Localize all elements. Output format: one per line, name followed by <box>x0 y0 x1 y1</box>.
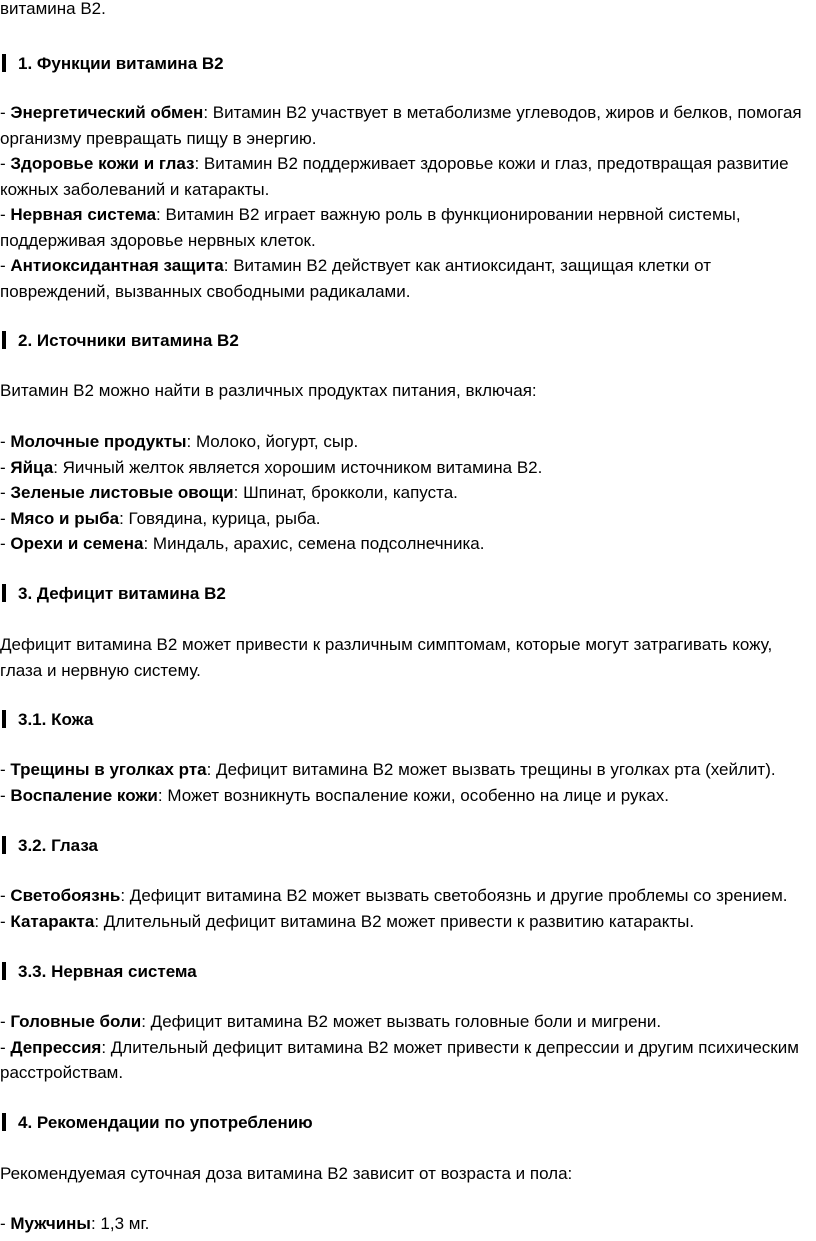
item-text: : Витамин B2 поддерживает здоровье кожи и глаз, предотвращая развитие кожных заболеваний и катаракты. <box>0 154 789 199</box>
section-heading-1 <box>0 51 224 77</box>
list-item: - Мужчины: 1,3 мг. <box>0 1214 150 1233</box>
item-term: Мужчины <box>10 1214 91 1233</box>
item-text: : Молоко, йогурт, сыр. <box>186 432 359 451</box>
heading-text: 4. Рекомендации по употреблению <box>18 1113 313 1132</box>
list-item: - Орехи и семена: Миндаль, арахис, семена подсолнечника. <box>0 534 485 553</box>
item-term: Нервная система <box>10 205 157 224</box>
item-term: Катаракта <box>10 911 95 931</box>
recommendations-list <box>0 1211 812 1237</box>
item-term: Яйца <box>10 457 54 477</box>
list-item: - Мясо и рыба: Говядина, курица, рыба. <box>0 508 321 528</box>
item-term: Мясо и рыба <box>10 508 120 528</box>
item-term: Воспаление кожи <box>10 785 158 805</box>
item-text: : Дефицит витамина B2 может вызвать светобоязнь и другие проблемы со зрением. <box>120 886 788 905</box>
skin-list <box>0 757 812 808</box>
item-text: : Говядина, курица, рыба. <box>119 508 321 528</box>
list-item: - Депрессия: Длительный дефицит витамина B2 может привести к депрессии и другим психическим расстройствам. <box>0 1037 799 1082</box>
item-text: : Миндаль, арахис, семена подсолнечника. <box>143 534 485 553</box>
list-item: - Антиоксидантная защита: Витамин B2 действует как антиоксидант, защищая клетки от повреждений, вызванных свободными радикалами. <box>0 256 712 301</box>
section-heading-3-3 <box>0 959 197 985</box>
item-term: Энергетический обмен <box>10 103 204 122</box>
item-text: : Длительный дефицит витамина B2 может привести к депрессии и другим психическим расстройствам. <box>0 1037 799 1082</box>
item-term: Головные боли <box>10 1012 142 1031</box>
heading-bar-icon <box>2 710 6 728</box>
item-text: : Витамин B2 действует как антиоксидант, защищая клетки от повреждений, вызванных свободными радикалами. <box>0 256 712 301</box>
item-text: : Витамин B2 играет важную роль в функционировании нервной системы, поддерживая здоровье нервных клеток. <box>0 205 741 250</box>
item-term: Светобоязнь <box>10 886 121 905</box>
heading-bar-icon <box>2 54 6 72</box>
item-text: : Длительный дефицит витамина B2 может привести к развитию катаракты. <box>94 911 695 931</box>
recommendations-intro: Рекомендуемая суточная доза витамина B2 зависит от возраста и пола: <box>0 1164 573 1183</box>
list-item: - Светобоязнь: Дефицит витамина B2 может вызвать светобоязнь и другие проблемы со зрением. <box>0 886 788 905</box>
section-heading-3-1 <box>0 707 93 733</box>
eyes-list <box>0 883 812 934</box>
item-text: : Дефицит витамина B2 может вызвать головные боли и мигрени. <box>141 1012 662 1031</box>
heading-bar-icon <box>2 1113 6 1131</box>
list-item: - Головные боли: Дефицит витамина B2 может вызвать головные боли и мигрени. <box>0 1012 662 1031</box>
item-text: : Может возникнуть воспаление кожи, особенно на лице и руках. <box>157 785 670 805</box>
list-item: - Нервная система: Витамин B2 играет важную роль в функционировании нервной системы, поддерживая здоровье нервных клеток. <box>0 205 741 250</box>
item-term: Антиоксидантная защита <box>10 256 224 275</box>
heading-text: 3. Дефицит витамина B2 <box>18 584 226 603</box>
item-text: : Витамин B2 участвует в метаболизме углеводов, жиров и белков, помогая организму превращать пищу в энергию. <box>0 103 802 148</box>
item-text: : 1,3 мг. <box>90 1214 150 1233</box>
intro-tail-text: витамина B2. <box>0 0 106 18</box>
heading-text: 3.1. Кожа <box>18 710 94 729</box>
section-heading-3 <box>0 581 226 607</box>
deficiency-intro: Дефицит витамина B2 может привести к различным симптомам, которые могут затрагивать кожу, глаза и нервную систему. <box>0 635 773 680</box>
section-heading-4 <box>0 1110 313 1136</box>
list-item: - Катаракта: Длительный дефицит витамина B2 может привести к развитию катаракты. <box>0 911 695 931</box>
heading-text: 1. Функции витамина B2 <box>18 54 224 73</box>
list-item: - Трещины в уголках рта: Дефицит витамина B2 может вызвать трещины в уголках рта (хейлит). <box>0 760 776 779</box>
item-term: Зеленые листовые овощи <box>10 483 234 502</box>
item-term: Депрессия <box>10 1037 102 1057</box>
sources-intro: Витамин B2 можно найти в различных продуктах питания, включая: <box>0 381 537 400</box>
item-term: Молочные продукты <box>10 432 187 451</box>
functions-list <box>0 100 812 304</box>
heading-text: 3.2. Глаза <box>18 836 99 855</box>
item-term: Трещины в уголках рта <box>10 760 207 779</box>
section-heading-2 <box>0 328 239 354</box>
list-item: - Энергетический обмен: Витамин B2 участвует в метаболизме углеводов, жиров и белков, помогая организму превращать пищу в энергию. <box>0 103 802 148</box>
item-term: Здоровье кожи и глаз <box>10 154 195 173</box>
list-item: - Молочные продукты: Молоко, йогурт, сыр. <box>0 432 359 451</box>
list-item: - Воспаление кожи: Может возникнуть воспаление кожи, особенно на лице и руках. <box>0 785 670 805</box>
item-text: : Яичный желток является хорошим источником витамина B2. <box>53 457 543 477</box>
sources-list <box>0 429 812 557</box>
heading-bar-icon <box>2 331 6 349</box>
heading-text: 2. Источники витамина B2 <box>18 331 239 350</box>
list-item: - Зеленые листовые овощи: Шпинат, брокколи, капуста. <box>0 483 458 502</box>
list-item: - Здоровье кожи и глаз: Витамин B2 поддерживает здоровье кожи и глаз, предотвращая развитие кожных заболеваний и катаракты. <box>0 154 789 199</box>
heading-bar-icon <box>2 836 6 854</box>
heading-text: 3.3. Нервная система <box>18 962 197 981</box>
section-heading-3-2 <box>0 833 98 859</box>
list-item: - Яйца: Яичный желток является хорошим источником витамина B2. <box>0 457 543 477</box>
item-term: Орехи и семена <box>10 534 144 553</box>
nervous-list <box>0 1009 812 1086</box>
item-text: : Шпинат, брокколи, капуста. <box>233 483 458 502</box>
item-text: : Дефицит витамина B2 может вызвать трещины в уголках рта (хейлит). <box>206 760 776 779</box>
heading-bar-icon <box>2 962 6 980</box>
heading-bar-icon <box>2 584 6 602</box>
